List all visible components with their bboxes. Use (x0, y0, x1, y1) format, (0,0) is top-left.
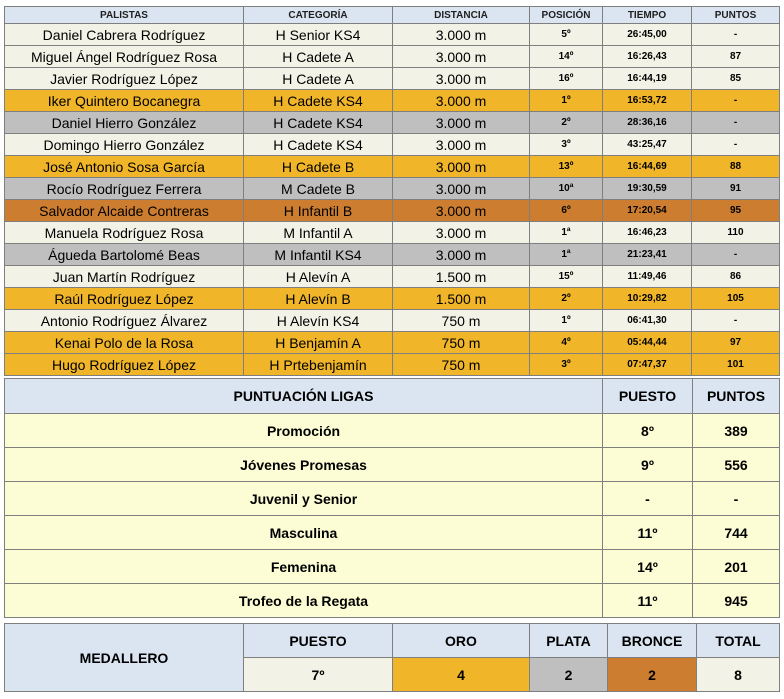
leagues-points-header: PUNTOS (693, 379, 780, 414)
medals-position-header: PUESTO (244, 624, 393, 658)
athlete-name: Domingo Hierro González (5, 134, 244, 156)
athlete-position: 15º (530, 266, 603, 288)
league-name: Masculina (5, 516, 603, 550)
athlete-row (5, 46, 780, 68)
athlete-time: 26:45,00 (603, 24, 692, 46)
athlete-position: 10ª (530, 178, 603, 200)
athlete-position: 6º (530, 200, 603, 222)
medals-label: MEDALLERO (5, 624, 244, 692)
athlete-position: 1º (530, 310, 603, 332)
athlete-time: 05:44,44 (603, 332, 692, 354)
medals-silver-header: PLATA (530, 624, 608, 658)
medals-bronze-value: 2 (608, 658, 697, 692)
athlete-category: H Cadete KS4 (244, 112, 393, 134)
athlete-row (5, 354, 780, 376)
athlete-points: - (692, 90, 780, 112)
athlete-distance: 3.000 m (393, 244, 530, 266)
athlete-distance: 3.000 m (393, 112, 530, 134)
athlete-points: - (692, 134, 780, 156)
medals-position-value: 7º (244, 658, 393, 692)
athlete-category: H Cadete A (244, 46, 393, 68)
athlete-time: 19:30,59 (603, 178, 692, 200)
athlete-time: 16:46,23 (603, 222, 692, 244)
medals-bronze-header: BRONCE (608, 624, 697, 658)
league-name: Femenina (5, 550, 603, 584)
league-position: 9º (603, 448, 693, 482)
athlete-distance: 750 m (393, 332, 530, 354)
athlete-time: 16:44,19 (603, 68, 692, 90)
league-points: 556 (693, 448, 780, 482)
athlete-distance: 3.000 m (393, 46, 530, 68)
athlete-points: - (692, 310, 780, 332)
athlete-name: Hugo Rodríguez López (5, 354, 244, 376)
athlete-distance: 3.000 m (393, 24, 530, 46)
athlete-time: 16:44,69 (603, 156, 692, 178)
athlete-row (5, 222, 780, 244)
athlete-time: 28:36,16 (603, 112, 692, 134)
header-points: PUNTOS (692, 7, 780, 24)
league-row (5, 414, 780, 448)
medals-total-value: 8 (697, 658, 780, 692)
athlete-row (5, 244, 780, 266)
athlete-distance: 3.000 m (393, 90, 530, 112)
athlete-points: 110 (692, 222, 780, 244)
athlete-row (5, 24, 780, 46)
athlete-row (5, 332, 780, 354)
athlete-name: Salvador Alcaide Contreras (5, 200, 244, 222)
athlete-points: 97 (692, 332, 780, 354)
league-points: - (693, 482, 780, 516)
athletes-header-row (5, 7, 780, 24)
athlete-name: Manuela Rodríguez Rosa (5, 222, 244, 244)
athlete-category: M Cadete B (244, 178, 393, 200)
athlete-row (5, 156, 780, 178)
athlete-category: H Cadete B (244, 156, 393, 178)
athlete-distance: 3.000 m (393, 156, 530, 178)
athlete-time: 07:47,37 (603, 354, 692, 376)
athlete-category: H Alevín A (244, 266, 393, 288)
athlete-row (5, 68, 780, 90)
athlete-distance: 750 m (393, 354, 530, 376)
header-position: POSICIÓN (530, 7, 603, 24)
athlete-position: 1º (530, 90, 603, 112)
league-name: Trofeo de la Regata (5, 584, 603, 618)
league-position: - (603, 482, 693, 516)
athlete-name: Águeda Bartolomé Beas (5, 244, 244, 266)
athlete-time: 21:23,41 (603, 244, 692, 266)
athlete-points: 85 (692, 68, 780, 90)
medals-gold-value: 4 (393, 658, 530, 692)
athlete-points: 91 (692, 178, 780, 200)
athlete-points: 88 (692, 156, 780, 178)
athlete-category: M Infantil A (244, 222, 393, 244)
medals-header-row (5, 624, 780, 658)
league-scores-table (4, 378, 780, 618)
athlete-row (5, 310, 780, 332)
athlete-category: H Alevín B (244, 288, 393, 310)
athlete-time: 06:41,30 (603, 310, 692, 332)
athlete-points: 87 (692, 46, 780, 68)
athlete-position: 3º (530, 354, 603, 376)
athlete-position: 13º (530, 156, 603, 178)
header-athletes: PALISTAS (5, 7, 244, 24)
athlete-row (5, 90, 780, 112)
leagues-header-row (5, 379, 780, 414)
athlete-distance: 3.000 m (393, 134, 530, 156)
athlete-time: 17:20,54 (603, 200, 692, 222)
athlete-row (5, 288, 780, 310)
athlete-distance: 3.000 m (393, 178, 530, 200)
athlete-name: Raúl Rodríguez López (5, 288, 244, 310)
athlete-position: 5º (530, 24, 603, 46)
athlete-position: 14º (530, 46, 603, 68)
league-name: Jóvenes Promesas (5, 448, 603, 482)
athlete-category: M Infantil KS4 (244, 244, 393, 266)
athlete-category: H Cadete KS4 (244, 90, 393, 112)
athlete-row (5, 112, 780, 134)
athlete-points: - (692, 244, 780, 266)
athletes-results-table (4, 6, 780, 376)
athlete-distance: 1.500 m (393, 266, 530, 288)
athlete-name: Rocío Rodríguez Ferrera (5, 178, 244, 200)
athlete-position: 3º (530, 134, 603, 156)
athlete-points: 86 (692, 266, 780, 288)
athlete-name: Juan Martín Rodríguez (5, 266, 244, 288)
athlete-name: Antonio Rodríguez Álvarez (5, 310, 244, 332)
header-time: TIEMPO (603, 7, 692, 24)
athlete-category: H Senior KS4 (244, 24, 393, 46)
athlete-position: 2º (530, 288, 603, 310)
medal-table (4, 623, 780, 692)
athlete-name: Iker Quintero Bocanegra (5, 90, 244, 112)
athlete-name: Daniel Hierro González (5, 112, 244, 134)
league-name: Juvenil y Senior (5, 482, 603, 516)
league-row (5, 516, 780, 550)
athlete-name: Miguel Ángel Rodríguez Rosa (5, 46, 244, 68)
header-distance: DISTANCIA (393, 7, 530, 24)
leagues-position-header: PUESTO (603, 379, 693, 414)
athlete-name: José Antonio Sosa García (5, 156, 244, 178)
athlete-distance: 3.000 m (393, 68, 530, 90)
medals-silver-value: 2 (530, 658, 608, 692)
athlete-time: 10:29,82 (603, 288, 692, 310)
athlete-points: - (692, 24, 780, 46)
athlete-category: H Benjamín A (244, 332, 393, 354)
athlete-points: 95 (692, 200, 780, 222)
athlete-position: 2º (530, 112, 603, 134)
athlete-time: 16:53,72 (603, 90, 692, 112)
athlete-row (5, 178, 780, 200)
league-position: 11º (603, 584, 693, 618)
athlete-category: H Infantil B (244, 200, 393, 222)
athlete-position: 4º (530, 332, 603, 354)
leagues-title: PUNTUACIÓN LIGAS (5, 379, 603, 414)
athlete-category: H Cadete KS4 (244, 134, 393, 156)
athlete-category: H Alevín KS4 (244, 310, 393, 332)
athlete-time: 43:25,47 (603, 134, 692, 156)
league-points: 744 (693, 516, 780, 550)
athlete-row (5, 134, 780, 156)
athlete-name: Javier Rodríguez López (5, 68, 244, 90)
athlete-distance: 3.000 m (393, 200, 530, 222)
medals-total-header: TOTAL (697, 624, 780, 658)
league-row (5, 448, 780, 482)
athlete-points: 105 (692, 288, 780, 310)
league-position: 11º (603, 516, 693, 550)
league-points: 945 (693, 584, 780, 618)
medals-gold-header: ORO (393, 624, 530, 658)
athlete-points: - (692, 112, 780, 134)
athlete-row (5, 200, 780, 222)
league-name: Promoción (5, 414, 603, 448)
athlete-time: 11:49,46 (603, 266, 692, 288)
athlete-category: H Cadete A (244, 68, 393, 90)
athlete-distance: 750 m (393, 310, 530, 332)
league-row (5, 584, 780, 618)
header-category: CATEGORÍA (244, 7, 393, 24)
league-position: 14º (603, 550, 693, 584)
league-row (5, 550, 780, 584)
athlete-points: 101 (692, 354, 780, 376)
athlete-distance: 1.500 m (393, 288, 530, 310)
athlete-distance: 3.000 m (393, 222, 530, 244)
athlete-position: 16º (530, 68, 603, 90)
athlete-position: 1ª (530, 244, 603, 266)
league-points: 201 (693, 550, 780, 584)
athlete-position: 1ª (530, 222, 603, 244)
athlete-category: H Prtebenjamín (244, 354, 393, 376)
athlete-name: Daniel Cabrera Rodríguez (5, 24, 244, 46)
athlete-time: 16:26,43 (603, 46, 692, 68)
athlete-row (5, 266, 780, 288)
athlete-name: Kenai Polo de la Rosa (5, 332, 244, 354)
league-position: 8º (603, 414, 693, 448)
league-points: 389 (693, 414, 780, 448)
league-row (5, 482, 780, 516)
